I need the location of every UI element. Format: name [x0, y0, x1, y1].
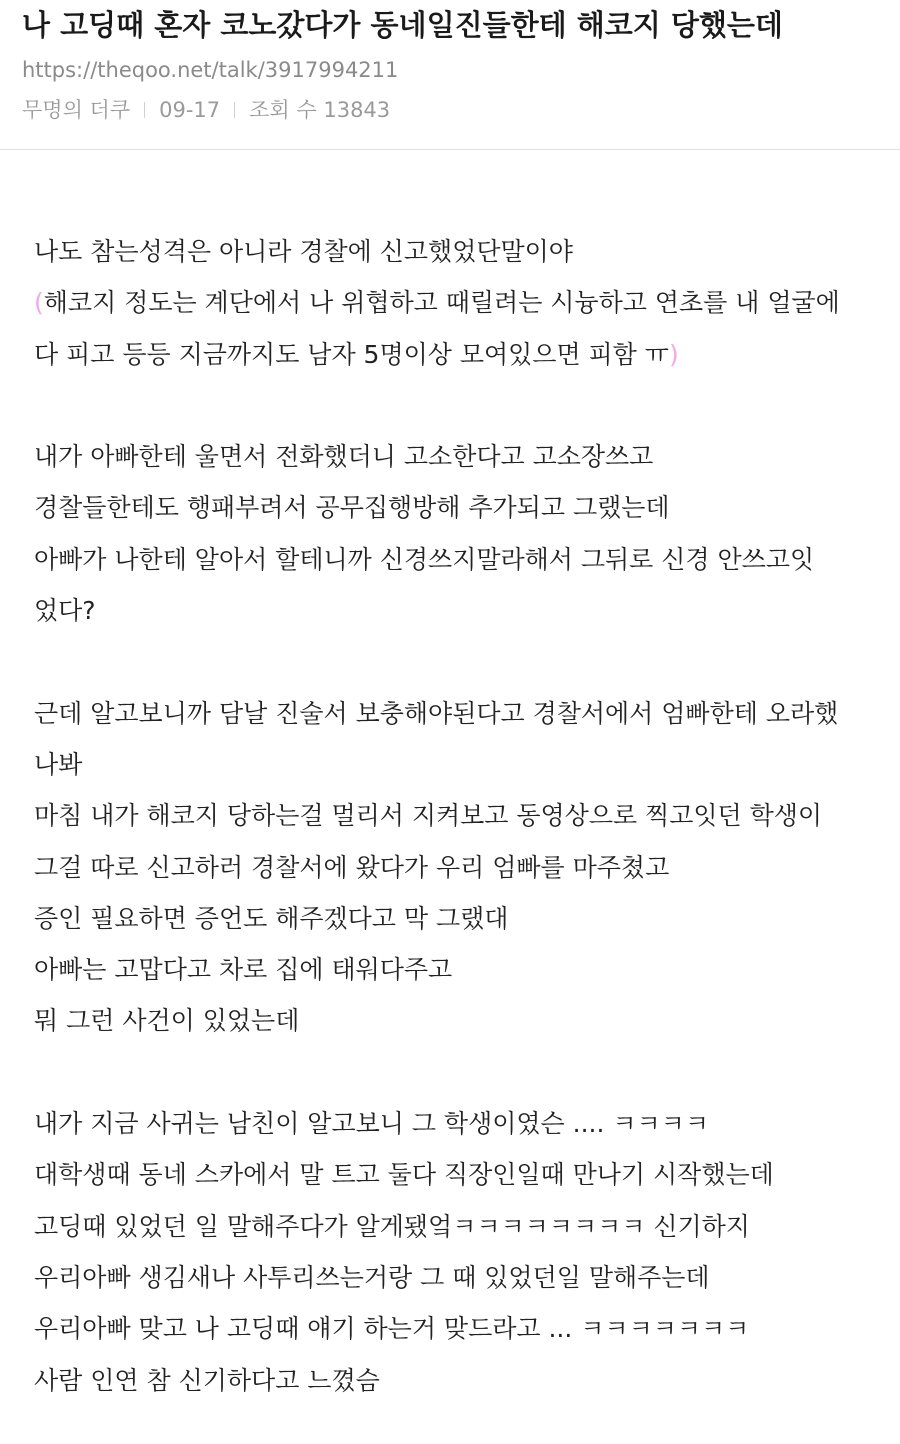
post-header [0, 0, 900, 150]
content-line: 대학생때 동네 스카에서 말 트고 둘다 직장인일때 만나기 시작했는데 [34, 1160, 774, 1190]
content-line: 뭐 그런 사건이 있었는데 [34, 1006, 300, 1036]
paragraph-spacer [34, 380, 878, 431]
content-line: 증인 필요하면 증언도 해주겠다고 막 그랬대 [34, 903, 509, 933]
content-line: 고딩때 있었던 일 말해주다가 알게됐엌ㅋㅋㅋㅋㅋㅋㅋㅋ 신기하지 [34, 1211, 750, 1241]
content-line: 나봐 [34, 749, 83, 779]
content-line: 아빠는 고맙다고 차로 집에 태워다주고 [34, 955, 453, 985]
post-date: 09-17 [159, 98, 221, 122]
content-line: 었다? [34, 596, 96, 626]
view-count: 조회 수 13843 [249, 98, 391, 122]
content-text: 해코지 정도는 계단에서 나 위협하고 때릴려는 시늉하고 연초를 내 얼굴에 [43, 288, 840, 318]
paragraph-spacer [34, 1047, 878, 1098]
paragraph [34, 688, 878, 1047]
content-line: 아빠가 나한테 알아서 할테니까 신경쓰지말라해서 그뒤로 신경 안쓰고잇 [34, 544, 815, 574]
close-paren: ) [668, 339, 679, 369]
meta-divider [234, 102, 235, 118]
content-line: 나도 참는성격은 아니라 경찰에 신고했었단말이야 [34, 237, 573, 266]
content-line: 마침 내가 해코지 당하는걸 멀리서 지켜보고 동영상으로 찍고잇던 학생이 [34, 801, 823, 831]
open-paren: ( [34, 288, 44, 318]
content-line [34, 277, 878, 328]
content-line: 내가 아빠한테 울면서 전화했더니 고소한다고 고소장쓰고 [34, 442, 654, 472]
post-title: 나 고딩때 혼자 코노갔다가 동네일진들한테 해코지 당했는데 [22, 8, 783, 42]
content-line: 내가 지금 사귀는 남친이 알고보니 그 학생이였슨 .... ㅋㅋㅋㅋ [34, 1109, 709, 1139]
content-line: 근데 알고보니까 담날 진술서 보충해야된다고 경찰서에서 엄빠한테 오라했 [34, 698, 839, 728]
content-line: 경찰들한테도 행패부려서 공무집행방해 추가되고 그랬는데 [34, 493, 670, 523]
content-line [34, 329, 878, 380]
content-text: 다 피고 등등 지금까지도 남자 5명이상 모여있으면 피함 ㅠ [34, 339, 669, 369]
post-content [0, 150, 900, 1406]
author-name[interactable]: 무명의 더쿠 [22, 98, 131, 122]
content-line: 사람 인연 참 신기하다고 느꼈슴 [34, 1365, 380, 1395]
content-line: 우리아빠 생김새나 사투리쓰는거랑 그 때 있었던일 말해주는데 [34, 1262, 710, 1292]
paragraph [34, 226, 878, 380]
paragraph [34, 1098, 878, 1406]
meta-divider [144, 102, 145, 118]
content-line: 그걸 따로 신고하러 경찰서에 왔다가 우리 엄빠를 마주쳤고 [34, 852, 670, 882]
paragraph-spacer [34, 636, 878, 687]
content-line: 우리아빠 맞고 나 고딩때 얘기 하는거 맞드라고 ... ㅋㅋㅋㅋㅋㅋㅋ [34, 1314, 750, 1344]
paragraph [34, 431, 878, 636]
post-url-link[interactable]: https://theqoo.net/talk/3917994211 [22, 58, 399, 82]
post-meta [22, 96, 878, 124]
